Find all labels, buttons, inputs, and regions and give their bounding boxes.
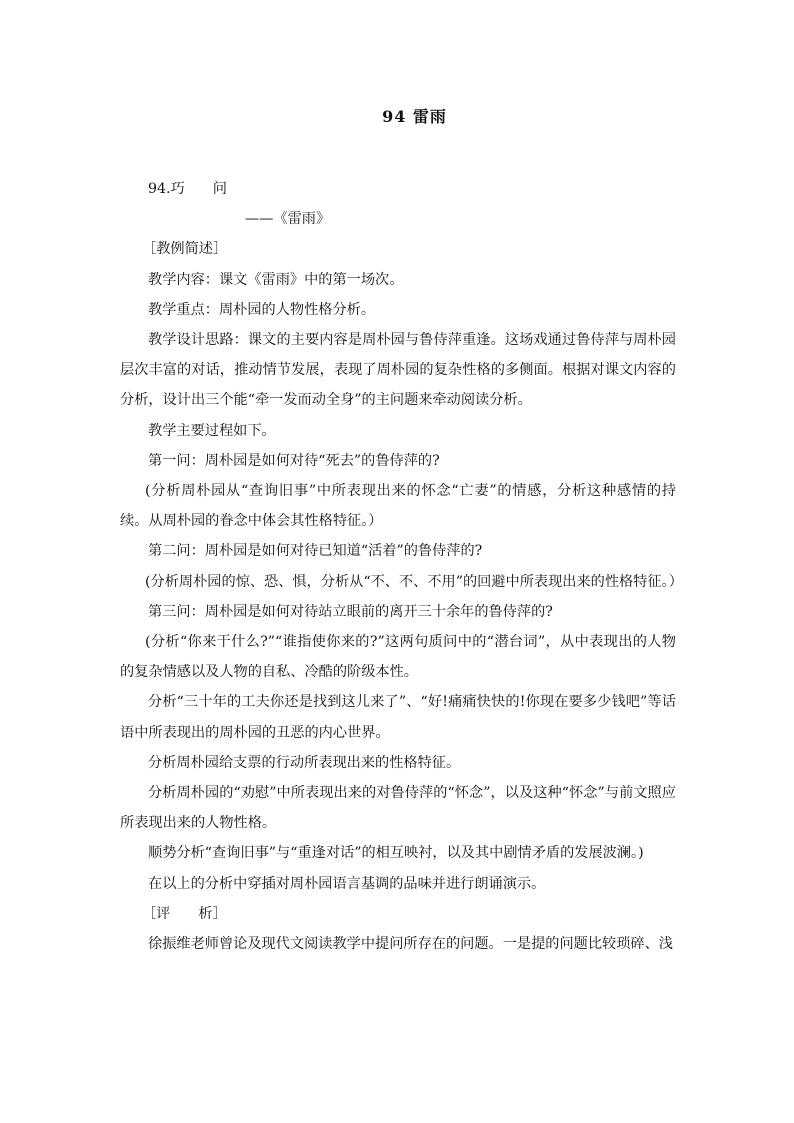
document-title: 94 雷雨: [382, 107, 447, 126]
analysis-paragraph: 顺势分析“查询旧事”与“重逢对话”的相互映衬，以及其中剧情矛盾的发展波澜。): [148, 845, 644, 862]
document-body: [120, 174, 683, 959]
commentary-paragraph: 徐振维老师曾论及现代文阅读教学中提问所存在的问题。一是提的问题比较琐碎、浅: [148, 936, 673, 953]
lesson-heading-word: 问: [212, 181, 227, 197]
question-one-analysis: (分析周朴园从“查询旧事”中所表现出来的怀念“亡妻”的情感，分析这种感情的持续。从周朴园的眷念中体会其性格特征。）: [120, 483, 676, 530]
analysis-paragraph: 分析周朴园给支票的行动所表现出来的性格特征。: [148, 754, 461, 771]
analysis-paragraph: 分析周朴园的“劝慰”中所表现出来的对鲁侍萍的“怀念”，以及这种“怀念”与前文照应所表现出来的人物性格。: [120, 785, 676, 832]
paragraph-design: 教学设计思路：课文的主要内容是周朴园与鲁侍萍重逢。这场戏通过鲁侍萍与周朴园层次丰富的对话，推动情节发展，表现了周朴园的复杂性格的多侧面。根据对课文内容的分析，设计出三个能“牵一发而动全身”的主问题来牵动阅读分析。: [120, 332, 676, 409]
question-one: 第一问：周朴园是如何对待“死去”的鲁侍萍的?: [148, 452, 440, 469]
commentary-open: ［评: [142, 905, 171, 922]
question-three: 第三问：周朴园是如何对待站立眼前的离开三十余年的鲁侍萍的?: [148, 603, 553, 620]
section-heading-commentary: [120, 899, 676, 929]
analysis-paragraph: 在以上的分析中穿插对周朴园语言基调的品味并进行朗诵演示。: [148, 875, 546, 892]
question-two-analysis: (分析周朴园的惊、恐、惧，分析从“不、不、不用”的回避中所表现出来的性格特征。）: [145, 573, 683, 590]
question-two: 第二问：周朴园是如何对待已知道“活着”的鲁侍萍的?: [148, 543, 483, 560]
paragraph-focus: 教学重点：周朴园的人物性格分析。: [148, 301, 376, 318]
paragraph-content: 教学内容：课文《雷雨》中的第一场次。: [148, 271, 404, 288]
analysis-paragraph: 分析“三十年的工夫你还是找到这儿来了”、“好!痛痛快快的!你现在要多少钱吧”等话语中所表现出的周朴园的丑恶的内心世界。: [120, 694, 676, 741]
question-three-analysis: (分析“你来干什么?”“谁指使你来的?”这两句质问中的“潜台词”，从中表现出的人物的复杂情感以及人物的自私、冷酷的阶级本性。: [120, 634, 676, 681]
section-heading-case-summary: ［教例简述］: [142, 241, 228, 258]
lesson-heading-number: 94.巧: [148, 181, 185, 197]
paragraph-process-intro: 教学主要过程如下。: [148, 422, 276, 439]
lesson-heading: [120, 174, 676, 204]
lesson-subtitle: ——《雷雨》: [245, 211, 331, 228]
commentary-close: 析］: [198, 905, 227, 922]
